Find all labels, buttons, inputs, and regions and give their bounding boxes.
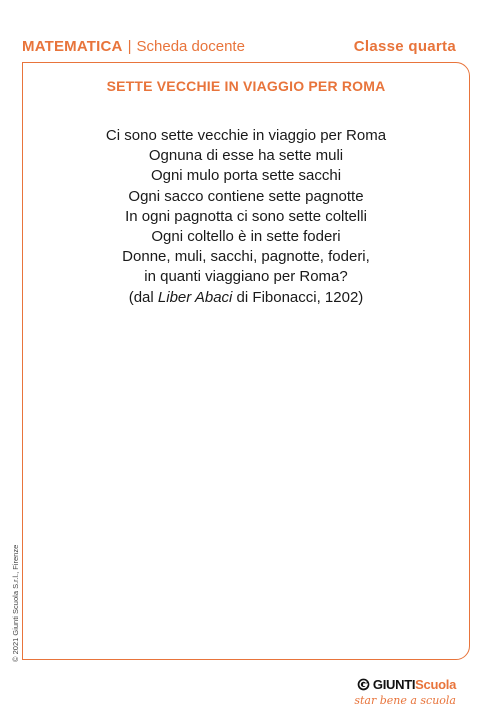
poem-line: Ci sono sette vecchie in viaggio per Roma (105, 127, 387, 144)
poem-line: Ognuna di esse ha sette muli (148, 147, 344, 165)
giunti-scuola-logo (326, 676, 456, 710)
poem-line: Ogni sacco contiene sette pagnotte (128, 187, 364, 205)
poem-line: Donne, muli, sacchi, pagnotte, foderi, (122, 248, 370, 266)
page-header (22, 36, 456, 56)
poem-line: Ogni mulo porta sette sacchi (150, 167, 342, 185)
poem-line: Ogni coltello è in sette foderi (151, 228, 341, 246)
source-citation (23, 288, 469, 308)
grade-label: Classe quarta (353, 37, 456, 55)
poem-line: in quanti viaggiano per Roma? (144, 268, 348, 286)
copyright-notice: © 2021 Giunti Scuola S.r.l., Firenze (11, 544, 20, 662)
sheet-kind-label: Scheda docente (136, 37, 245, 55)
header-separator: | (127, 37, 132, 55)
source-book-title: Liber Abaci (157, 288, 233, 306)
subject-label: MATEMATICA (22, 37, 123, 55)
giunti-logo-icon (357, 678, 370, 691)
logo-brand-scuola: Scuola (415, 676, 456, 692)
logo-tagline: star bene a scuola (354, 694, 456, 707)
content-frame (22, 62, 470, 660)
poem-line: In ogni pagnotta ci sono sette coltelli (125, 207, 367, 225)
card-title: SETTE VECCHIE IN VIAGGIO PER ROMA (106, 78, 386, 94)
source-suffix: di Fibonacci, 1202) (232, 288, 364, 306)
header-left (22, 38, 245, 55)
logo-brand: GIUNTI (372, 676, 416, 692)
source-prefix: (dal (128, 288, 158, 306)
poem-text (23, 126, 469, 308)
